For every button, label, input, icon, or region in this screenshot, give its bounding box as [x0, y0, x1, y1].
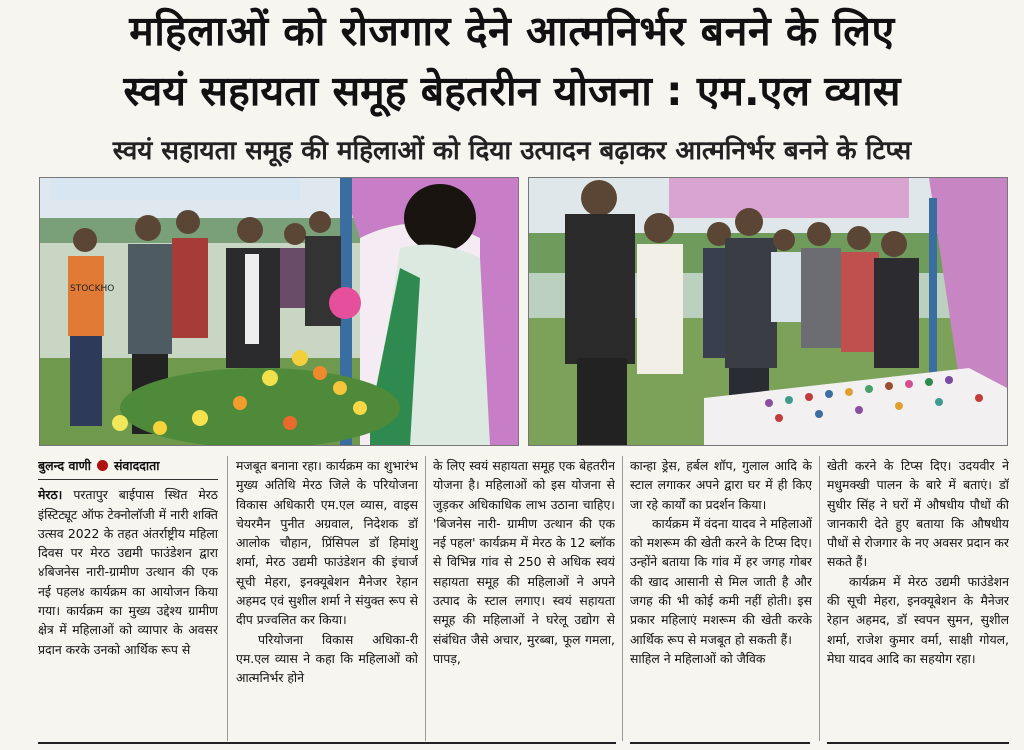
- column-2-para-1: मजबूत बनाना रहा। कार्यक्रम का शुभारंभ मुख्य अतिथि मेरठ जिले के परियोजना विकास अधिकारी एम.एल व्यास, वाइस चेयरमैन पुनीत अग्रवाल, निदेशक डॉ आलोक चौहान, प्रिंसिपल डॉ हिमांशु शर्मा, मेरठ उद्यमी फाउंडेशन की इंचार्ज सूची मेहरा, इनक्यूबेशन मैनेजर रेहान अहमद एवं सुशील शर्मा ने संयुक्त रूप से दीप प्रज्वलित कर किया।: [236, 458, 418, 628]
- bottom-rule: [38, 742, 616, 744]
- column-4: [630, 456, 812, 748]
- column-divider: [819, 456, 820, 741]
- column-1: [38, 456, 218, 748]
- bottom-rule: [827, 742, 1009, 744]
- headline-line-2: स्वयं सहायता समूह बेहतरीन योजना : एम.एल व्यास: [123, 67, 901, 115]
- column-4-para-1: कान्हा ड्रेस, हर्बल शॉप, गुलाल आदि के स्टाल लगाकर अपने द्वारा घर में ही किए जा रहे कार्यों का प्रदर्शन किया।: [630, 458, 812, 512]
- byline-role: संवाददाता: [113, 458, 160, 473]
- photo-flower-stall: [39, 177, 519, 446]
- column-divider: [425, 456, 426, 741]
- byline-name: बुलन्द वाणी: [38, 458, 91, 473]
- photo-jewelry-stall: [528, 177, 1008, 446]
- column-2: [236, 456, 418, 748]
- column-1-text: परतापुर बाईपास स्थित मेरठ इंस्टिट्यूट ऑफ टेक्नोलॉजी में नारी शक्ति उत्सव 2022 के तहत अंतर्राष्ट्रीय महिला दिवस पर मेरठ उद्यमी फाउंडेशन द्वारा ४बिजनेस नारी-ग्रामीण उत्थान की एक नई पहल४ कार्यक्रम का आयोजन किया गया। कार्यक्रम का मुख्य उद्देश्य ग्रामीण क्षेत्र में महिलाओं को व्यापार के अवसर प्रदान करके उनको आर्थिक रूप से: [38, 487, 218, 657]
- bottom-rule: [630, 742, 810, 744]
- column-divider: [227, 456, 228, 741]
- column-3: [433, 456, 615, 748]
- column-5: [827, 456, 1009, 748]
- column-3-text: के लिए स्वयं सहायता समूह एक बेहतरीन योजना है। महिलाओं को इस योजना से जुड़कर अधिकाधिक लाभ उठाना चाहिए। 'बिजनेस नारी- ग्रामीण उत्थान की एक नई पहल' कार्यक्रम में मेरठ के 12 ब्लॉक से विभिन्न गांव से 250 से अधिक स्वयं सहायता समूह की महिलाओं ने अपने उत्पाद के स्टाल लगाए। स्वयं सहायता समूह की महिलाओं ने घरेलू उद्योग से संबंधित जैसे अचार, मुरब्बा, फूल गमला, पापड़,: [433, 458, 615, 666]
- column-5-para-2: कार्यक्रम में मेरठ उद्यमी फाउंडेशन की सूची मेहरा, इनक्यूबेशन के मैनेजर रेहान अहमद, डॉ स्वपन सुमन, सुशील शर्मा, राजेश कुमार वर्मा, साक्षी गोयल, मेघा यादव आदि का सहयोग रहा।: [827, 573, 1009, 666]
- column-2-para-2: परियोजना विकास अधिका-री एम.एल व्यास ने कहा कि महिलाओं को आत्मनिर्भर होने: [236, 631, 418, 686]
- byline: [38, 456, 218, 480]
- column-4-para-2: कार्यक्रम में वंदना यादव ने महिलाओं को मशरूम की खेती करने के टिप्स दिए। उन्होंने बताया कि गांव में हर जगह गोबर की खाद आसानी से मिल जाती है और जगह की भी कोई कमी नहीं होती। इस प्रकार महिलाएं मशरूम की खेती करके आर्थिक रूप से मजबूत हो सकती हैं।: [630, 515, 812, 647]
- shirt-print: STOCKHO: [70, 284, 115, 294]
- bullet-dot-icon: [97, 460, 108, 471]
- dateline: मेरठ।: [38, 487, 63, 503]
- headline-line-1: महिलाओं को रोजगार देने आत्मनिर्भर बनने के लिए: [129, 7, 895, 55]
- subheadline: स्वयं सहायता समूह की महिलाओं को दिया उत्पादन बढ़ाकर आत्मनिर्भर बनने के टिप्स: [112, 136, 912, 166]
- column-5-para-1: खेती करने के टिप्स दिए। उदयवीर ने मधुमक्खी पालन के बारे में बताएं। डॉ सुधीर सिंह ने घरों में औषधीय पौधों की जानकारी देते हुए बताया कि औषधीय पौधों से रोजगार के नए अवसर प्रदान कर सकते हैं।: [827, 458, 1009, 570]
- column-divider: [622, 456, 623, 741]
- column-4-para-3: साहिल ने महिलाओं को जैविक: [630, 650, 766, 666]
